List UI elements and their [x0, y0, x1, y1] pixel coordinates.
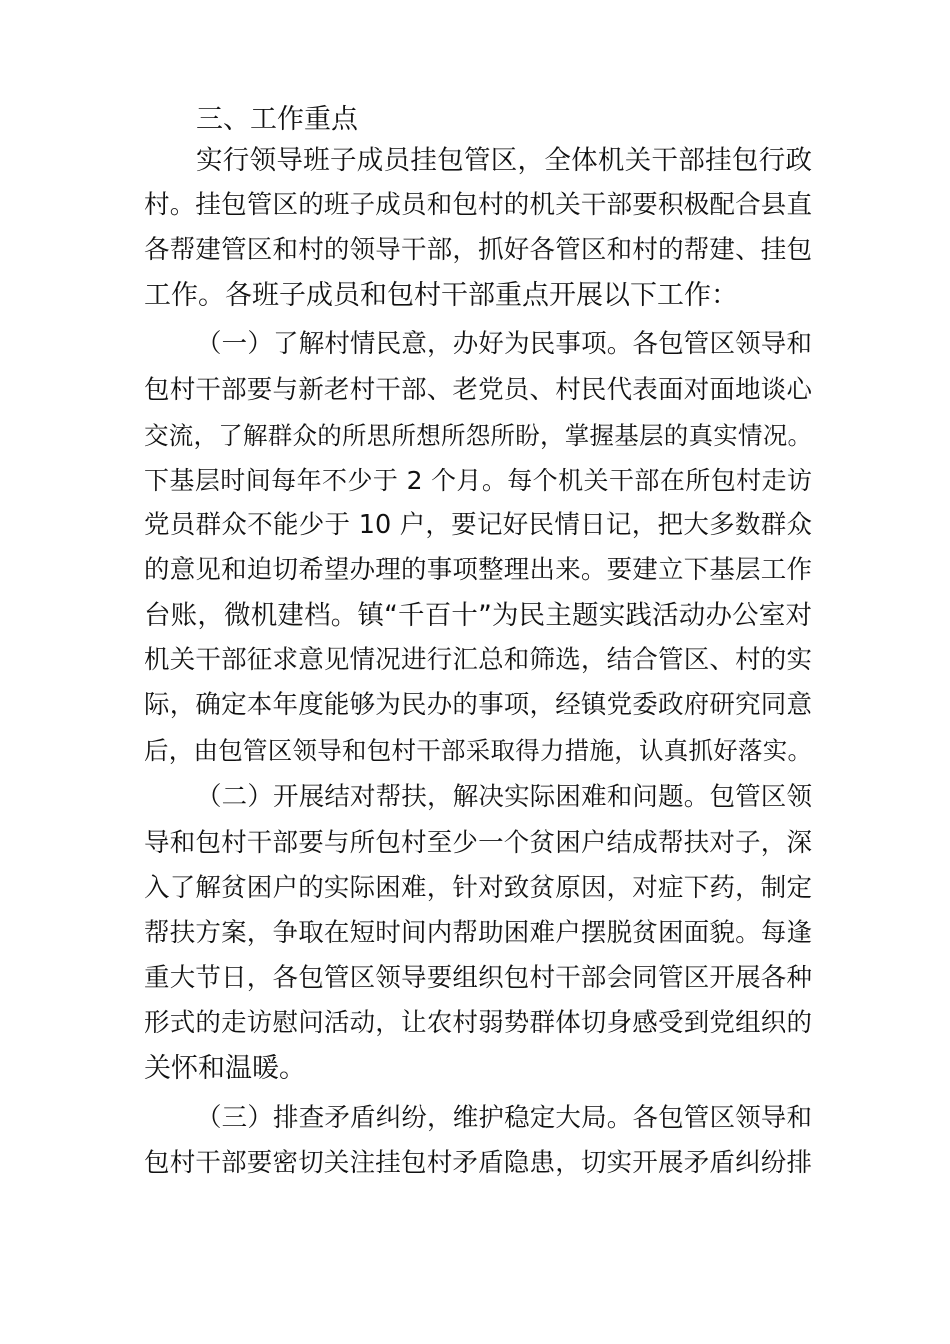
item1-first-line: [196, 323, 812, 366]
item1-line: 台账，微机建档。镇“千百十”为民主题实践活动办公室对: [144, 600, 812, 631]
item1-line: 交流，了解群众的所思所想所怨所盼，掌握基层的真实情况。: [144, 421, 812, 450]
item1-line: 包村干部要与新老村干部、老党员、村民代表面对面地谈心: [144, 375, 812, 405]
item2-first-line: [196, 776, 812, 819]
item2-line: 入了解贫困户的实际困难，针对致贫原因，对症下药，制定: [144, 873, 812, 903]
intro-line: 工作。各班子成员和包村干部重点开展以下工作：: [144, 280, 738, 311]
item1-line: 的意见和迫切希望办理的事项整理出来。要建立下基层工作: [144, 555, 812, 585]
item2-subheading: （二）开展结对帮扶，解决实际困难和问题。: [196, 782, 710, 812]
item1-line: 下基层时间每年不少于 2 个月。每个机关干部在所包村走访: [144, 466, 812, 495]
item1-line: 后，由包管区领导和包村干部采取得力措施，认真抓好落实。: [144, 736, 812, 765]
item2-line: 重大节日，各包管区领导要组织包村干部会同管区开展各种: [144, 963, 812, 993]
item2-line: 帮扶方案，争取在短时间内帮助困难户摆脱贫困面貌。每逢: [144, 918, 812, 948]
item2-line: 关怀和温暖。: [144, 1053, 306, 1084]
item2-line: 导和包村干部要与所包村至少一个贫困户结成帮扶对子，深: [144, 828, 812, 858]
item2-line: 形式的走访慰问活动，让农村弱势群体切身感受到党组织的: [144, 1008, 812, 1038]
item1-line: 际，确定本年度能够为民办的事项，经镇党委政府研究同意: [144, 690, 812, 720]
item1-line: 机关干部征求意见情况进行汇总和筛选，结合管区、村的实: [144, 645, 812, 675]
item3-subheading: （三）排查矛盾纠纷，维护稳定大局。: [196, 1103, 633, 1133]
item2-first-text: 包管区领: [709, 782, 812, 812]
item1-subheading: （一）了解村情民意，办好为民事项。: [196, 329, 633, 359]
section-heading: 三、工作重点: [196, 104, 358, 135]
intro-line: 各帮建管区和村的领导干部，抓好各管区和村的帮建、挂包: [144, 235, 812, 265]
item1-first-text: 各包管区领导和: [632, 329, 812, 359]
item1-line: 党员群众不能少于 10 户，要记好民情日记，把大多数群众: [144, 510, 812, 540]
intro-line: 村。挂包管区的班子成员和包村的机关干部要积极配合县直: [144, 190, 812, 220]
item3-first-line: [196, 1097, 812, 1140]
item3-first-text: 各包管区领导和: [632, 1103, 812, 1133]
item3-line: 包村干部要密切关注挂包村矛盾隐患，切实开展矛盾纠纷排: [144, 1148, 812, 1178]
intro-line: 实行领导班子成员挂包管区，全体机关干部挂包行政: [196, 145, 812, 176]
